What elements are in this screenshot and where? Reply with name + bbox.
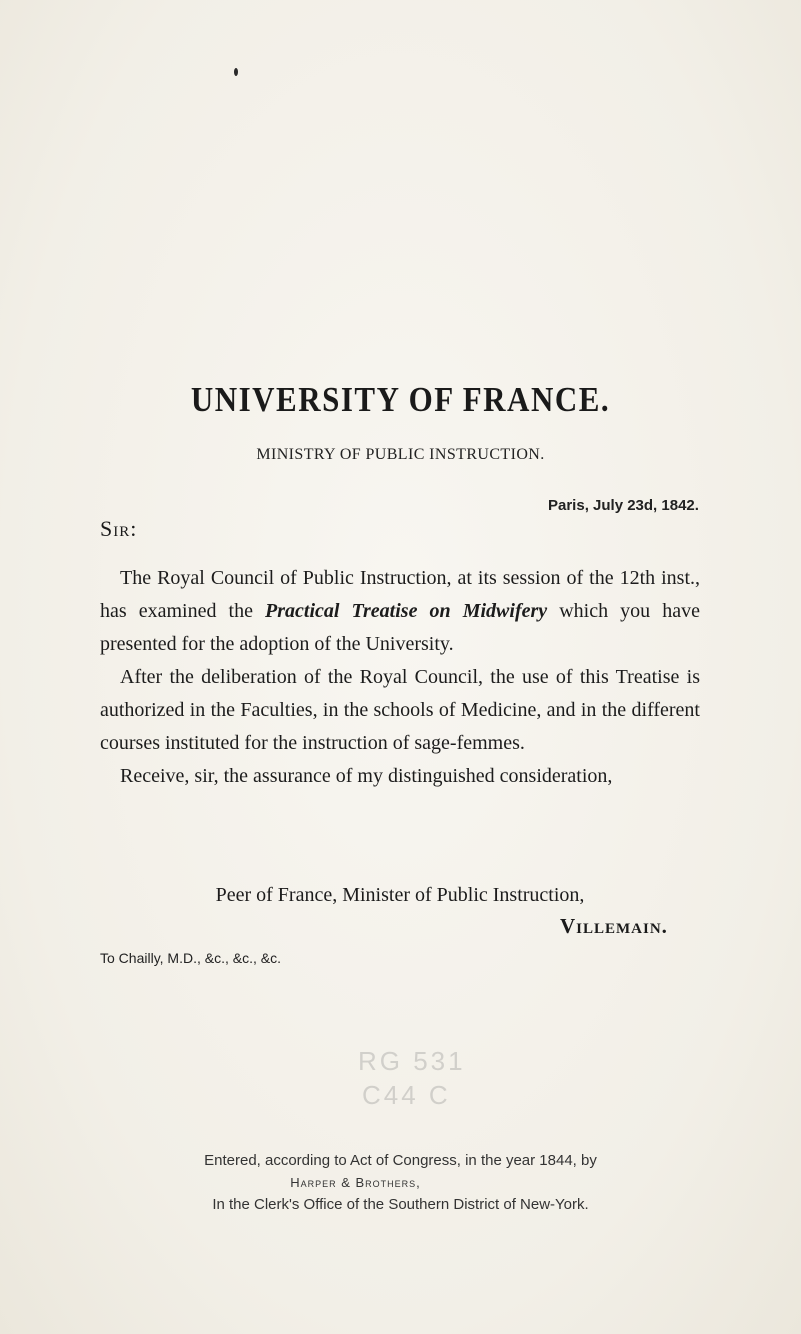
letter-addressee: To Chailly, M.D., &c., &c., &c. <box>100 950 282 966</box>
ink-speck <box>234 68 238 76</box>
letter-body <box>100 562 700 793</box>
page-title: UNIVERSITY OF FRANCE. <box>190 379 611 420</box>
ministry-subtitle: MINISTRY OF PUBLIC INSTRUCTION. <box>256 446 545 463</box>
copyright-notice <box>0 1150 801 1216</box>
copyright-publisher: Harper & Brothers, <box>290 1175 421 1190</box>
treatise-title: Practical Treatise on Midwifery <box>265 600 548 622</box>
stamp-line-2: C44 C <box>362 1080 451 1110</box>
copyright-line-1: Entered, according to Act of Congress, in the year 1844, by <box>204 1152 597 1169</box>
letter-paragraph-2: After the deliberation of the Royal Council, the use of this Treatise is authorized in the Faculties, in the schools of Medicine, and in the different courses instituted for the instruction of sage-femmes. <box>100 666 700 754</box>
letter-paragraph-3: Receive, sir, the assurance of my distinguished consideration, <box>120 765 613 787</box>
letter-paragraph-1 <box>100 562 700 661</box>
stamp-line-1: RG 531 <box>358 1046 466 1076</box>
letter-dateline: Paris, July 23d, 1842. <box>548 497 699 514</box>
letter-closing-line: Peer of France, Minister of Public Instruction, <box>215 884 585 906</box>
paragraph-1-after: which you have presented for the adoption of the University. <box>100 600 700 655</box>
copyright-line-3: In the Clerk's Office of the Southern District of New-York. <box>212 1196 589 1213</box>
library-stamp <box>350 1040 470 1112</box>
letter-signature: Villemain. <box>560 914 668 938</box>
paragraph-1-before: The Royal Council of Public Instruction, at its session of the 12th inst., has examined the <box>100 567 700 622</box>
letter-salutation: Sir: <box>100 516 138 541</box>
